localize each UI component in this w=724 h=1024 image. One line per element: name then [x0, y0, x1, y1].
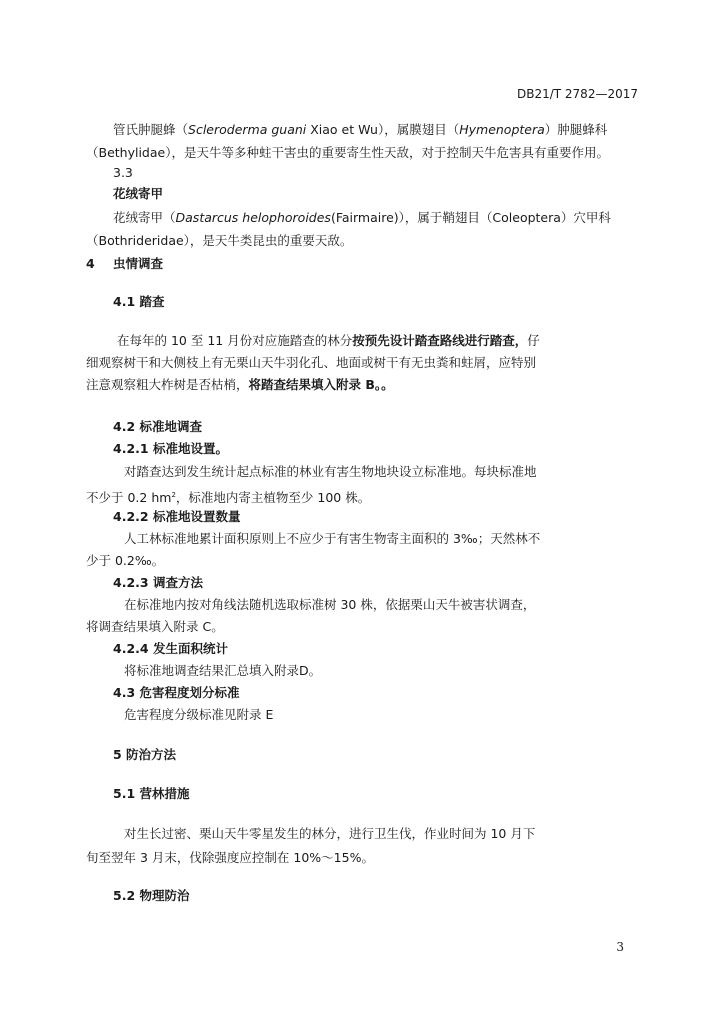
- paragraph-guan-line-2: （Bethylidae），是天牛等多种蛀干害虫的重要寄生性天敌，对于控制天牛危害具有重要作用。: [86, 145, 609, 160]
- clause-number-3-3: 3.3: [113, 165, 133, 180]
- heading-5-1: 5.1 营林措施: [113, 786, 190, 801]
- page-number: 3: [616, 940, 624, 954]
- paragraph-hua-line-2: （Bothrideridae），是天牛类昆虫的重要天敌。: [86, 233, 353, 248]
- paragraph-4-2-1-line-2: 不少于 0.2 $hm^2$，标准地内寄主植物至少 100 株。: [86, 490, 371, 506]
- heading-4-2: 4.2 标准地调查: [113, 419, 202, 434]
- paragraph-4-2-3-line-2: 将调查结果填入附录 C。: [86, 619, 224, 634]
- paragraph-4-2-4-line-1: 将标准地调查结果汇总填入附录D。: [124, 663, 322, 678]
- heading-4-2-3: 4.2.3 调查方法: [113, 575, 203, 590]
- paragraph-4-2-2-line-1: 人工林标准地累计面积原则上不应少于有害生物寄主面积的 3‰；天然林不: [124, 531, 541, 546]
- heading-4-2-2: 4.2.2 标准地设置数量: [113, 509, 241, 524]
- heading-4-1: 4.1 踏查: [113, 294, 165, 309]
- paragraph-4-1-line-2: 细观察树干和大侧枝上有无栗山天牛羽化孔、地面或树干有无虫粪和蛀屑，应特别: [86, 355, 537, 370]
- paragraph-guan-line-1: 管氏肿腿蜂（Scleroderma guani Xiao et Wu），属膜翅目（Hymenoptera）肿腿蜂科: [113, 122, 608, 137]
- heading-4-3: 4.3 危害程度划分标准: [113, 685, 240, 700]
- standard-number-header: DB21/T 2782—2017: [516, 87, 638, 101]
- heading-4-2-4: 4.2.4 发生面积统计: [113, 641, 228, 656]
- paragraph-5-1-line-2: 旬至翌年 3 月末，伐除强度应控制在 10%～15%。: [86, 850, 374, 865]
- paragraph-hua-line-1: 花绒寄甲（Dastarcus helophoroides(Fairmaire)），属于鞘翅目（Coleoptera）穴甲科: [113, 210, 611, 225]
- heading-4-2-1: 4.2.1 标准地设置。: [113, 441, 228, 456]
- paragraph-4-1-line-1: 在每年的 10 至 11 月份对应施踏查的林分按预先设计踏查路线进行踏查，仔: [117, 333, 540, 348]
- paragraph-4-2-2-line-2: 少于 0.2‰。: [86, 553, 165, 568]
- heading-5-2: 5.2 物理防治: [113, 888, 190, 903]
- section-5-heading: 5 防治方法: [113, 747, 177, 762]
- paragraph-4-1-line-3: 注意观察粗大柞树是否枯梢，将踏查结果填入附录 B。。: [86, 377, 394, 392]
- paragraph-4-3-line-1: 危害程度分级标准见附录 E: [124, 707, 274, 722]
- paragraph-4-2-1-line-1: 对踏查达到发生统计起点标准的林业有害生物地块设立标准地。每块标准地: [124, 464, 537, 479]
- paragraph-4-2-3-line-1: 在标准地内按对角线法随机选取标准树 30 株，依据栗山天牛被害状调查，: [124, 597, 536, 612]
- paragraph-5-1-line-1: 对生长过密、栗山天牛零星发生的林分，进行卫生伐，作业时间为 10 月下: [124, 826, 536, 841]
- section-4-number: 4: [86, 256, 95, 271]
- term-title-huarongjijia: 花绒寄甲: [113, 186, 164, 201]
- section-4-title: 虫情调查: [113, 256, 164, 271]
- superscript-2: 2: [171, 491, 176, 499]
